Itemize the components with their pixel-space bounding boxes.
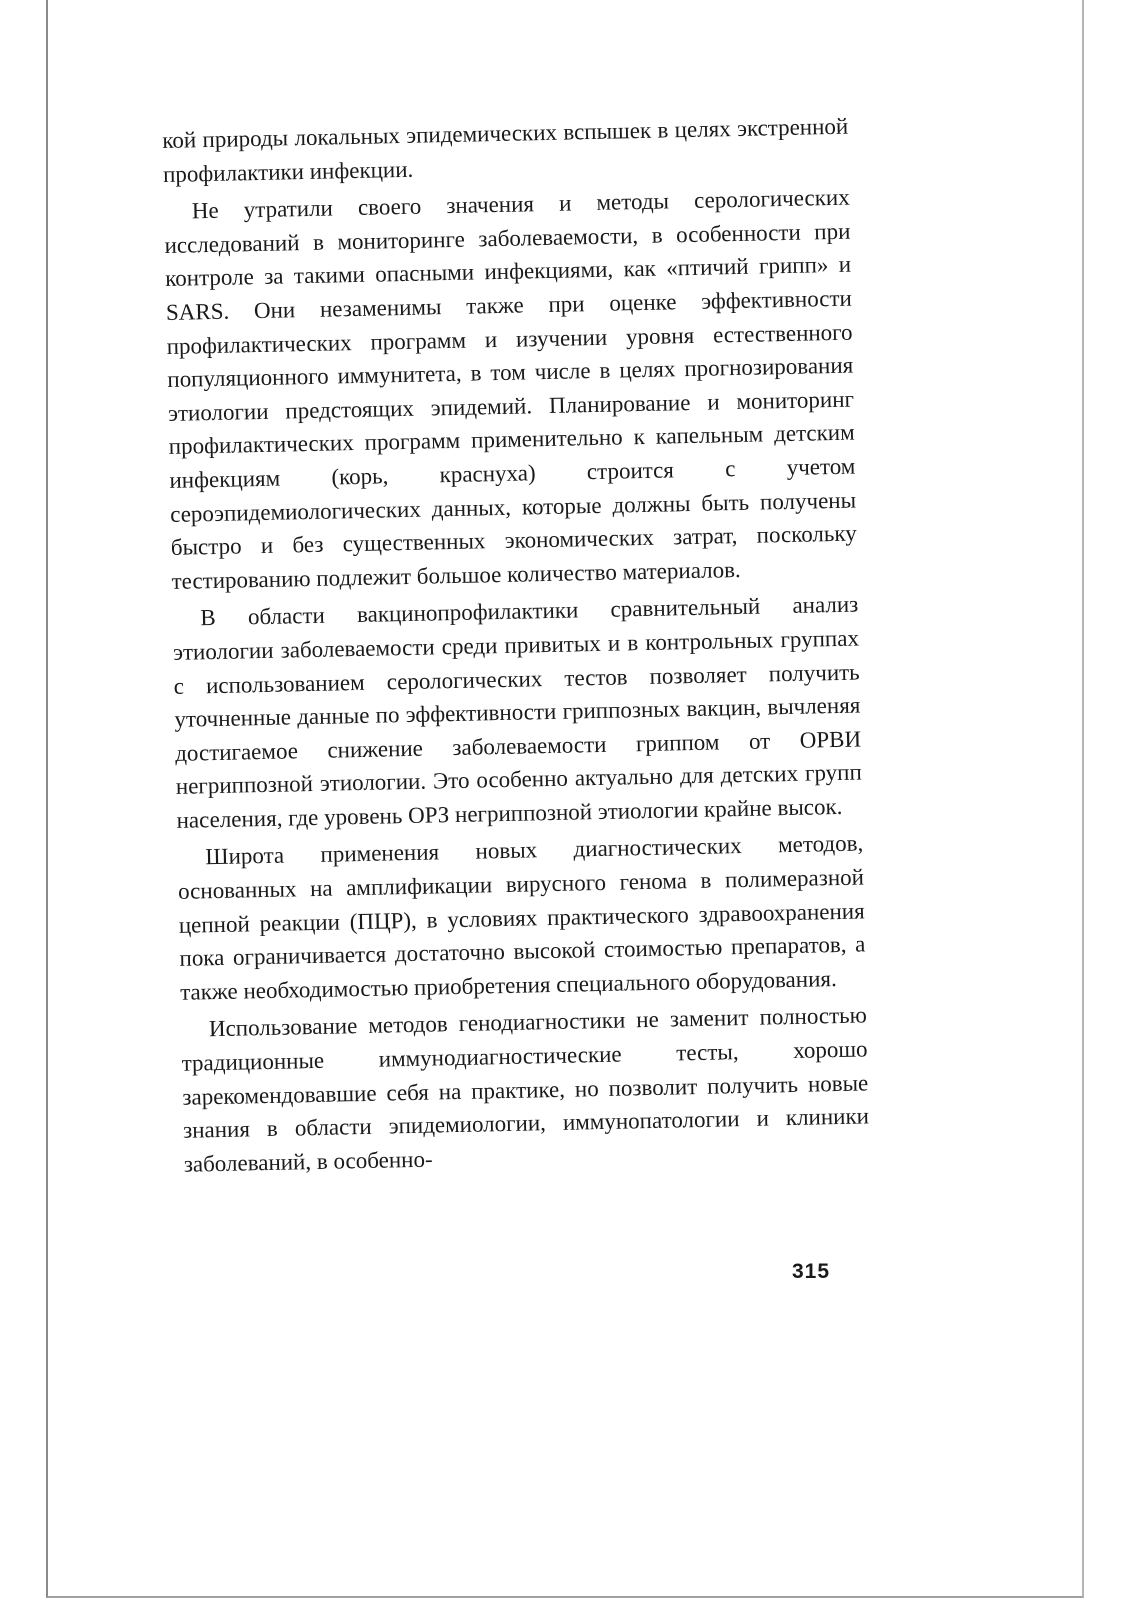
page-number: 315	[792, 1260, 831, 1283]
body-text	[162, 110, 870, 1182]
paragraph-4: Широта применения новых диагностических методов, основанных на амплификации вирусного генома в полимеразной цепной реакции (ПЦР), в условиях практического здравоохранения пока ограничивается достаточно высокой стоимостью препаратов, а также необходимостью приобретения специального оборудования.	[177, 830, 866, 1005]
paragraph-3: В области вакцинопрофилактики сравнительный анализ этиологии заболеваемости среди привитых и в контрольных группах с использованием серологических тестов позволяет получить уточненные данные по эффективности гриппозных вакцин, вычленяя достигаемое снижение заболеваемости гриппом от ОРВИ негриппозной этиологии. Это особенно актуально для детских групп населения, где уровень ОРЗ негриппозной этиологии крайне высок.	[172, 591, 862, 833]
paragraph-2: Не утратили своего значения и методы серологических исследований в мониторинге заболеваемости, в особенности при контроле за такими опасными инфекциями, как «птичий грипп» и SARS. Они незаменимы также при оценке эффективности профилактических программ и изучении уровня естественного популяционного иммунитета, в том числе в целях прогнозирования этиологии предстоящих эпидемий. Планирование и мониторинг профилактических программ применительно к капельным детским инфекциям (корь, краснуха) строится с учетом сероэпидемиологических данных, которые должны быть получены быстро и без существенных экономических затрат, поскольку тестированию подлежит большое количество материалов.	[164, 184, 857, 594]
paragraph-5: Использование методов генодиагностики не заменит полностью традиционные иммунодиагностические тесты, хорошо зарекомендовавшие себя на практике, но позволит получить новые знания в области эпидемиологии, иммунопатологии и клиники заболеваний, в особенно-	[181, 1002, 870, 1177]
paragraph-1: кой природы локальных эпидемических вспышек в целях экстренной профилактики инфекции.	[162, 113, 849, 187]
